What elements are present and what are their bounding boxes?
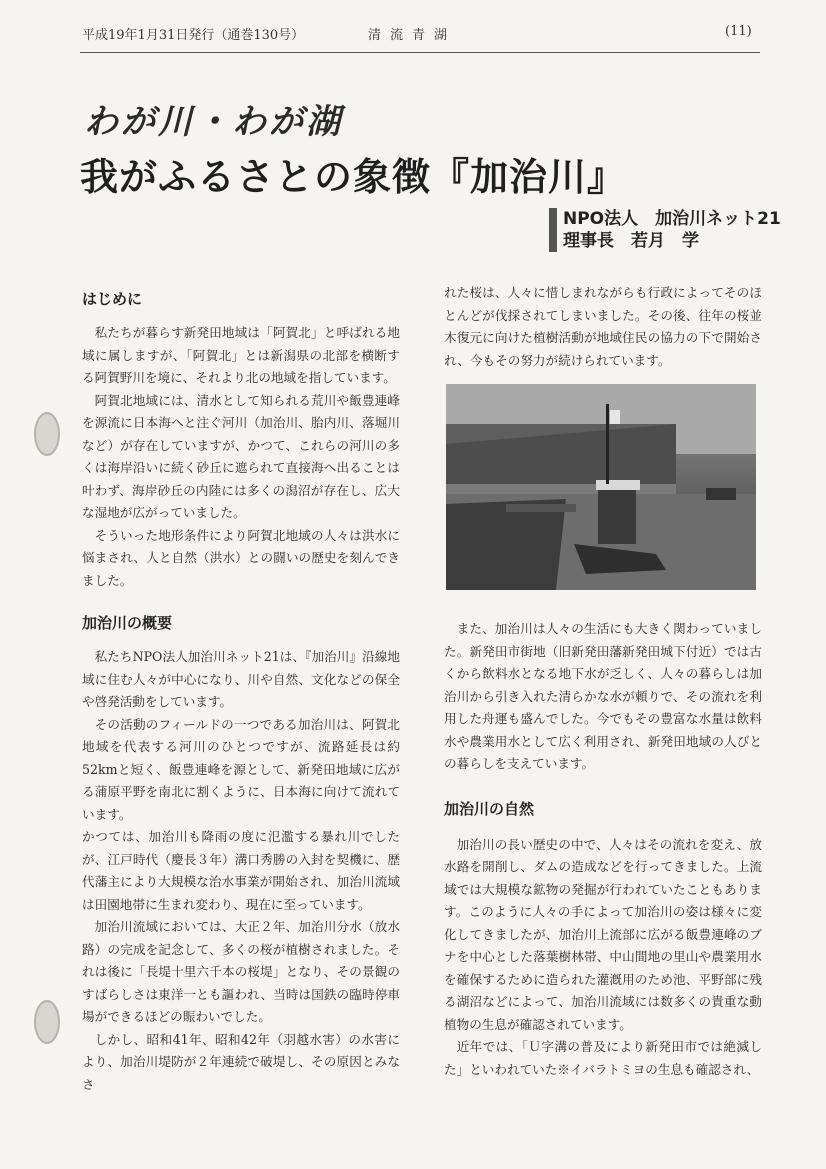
overview-paragraph: しかし、昭和41年、昭和42年（羽越水害）の水害により、加治川堤防が２年連続で破堤し、その原因とみなさ <box>82 1031 400 1092</box>
article-title: 我がふるさとの象徴『加治川』 <box>80 155 627 199</box>
author-accent-bar <box>549 208 557 252</box>
author-name: 理事長 若月 学 <box>563 231 699 251</box>
page-number: (11) <box>725 24 752 39</box>
heading-nature: 加治川の自然 <box>444 799 535 818</box>
header-rule <box>80 52 760 53</box>
issue-date: 平成19年1月31日発行（通巻130号） <box>82 28 305 43</box>
author-block <box>563 208 781 252</box>
intro-paragraph: 私たちが暮らす新発田地域は「阿賀北」と呼ばれる地域に属しますが、「阿賀北」とは新潟県の北部を横断する阿賀野川を境に、それより北の地域を指しています。 <box>82 325 400 385</box>
overview-paragraph: その活動のフィールドの一つである加治川は、阿賀北地域を代表する河川のひとつですが、流路延長は約52kmと短く、飯豊連峰を源として、新発田地域に広がる蒲原平野を南北に割くように、日本海に向けて流れています。 <box>82 716 400 822</box>
right-column <box>444 282 762 1081</box>
intro-paragraph: そういった地形条件により阿賀北地域の人々は洪水に悩まされ、人と自然（洪水）との闘いの歴史を刻んできました。 <box>82 527 400 588</box>
publication-name: 清流青湖 <box>368 28 457 43</box>
overview-paragraph: 加治川流域においては、大正２年、加治川分水（放水路）の完成を記念して、多くの桜が植樹されました。それは後に「長堤十里六千本の桜堤」となり、その景観のすばらしさは東洋一とも謳われ、当時は国鉄の臨時停車場ができるほどの賑わいでした。 <box>82 919 400 1024</box>
intro-paragraph: 阿賀北地域には、清水として知られる荒川や飯豊連峰を源流に日本海へと注ぐ河川（加治川、胎内川、落堀川など）が存在していますが、かつて、これらの河川の多くは海岸沿いに続く砂丘に遮られて直接海へ出ることは叶わず、海岸砂丘の内陸には多くの潟沼が存在し、広大な湿地が広がっていました。 <box>82 392 400 520</box>
punch-hole-top <box>34 412 60 456</box>
author-organization: NPO法人 加治川ネット21 <box>563 209 781 229</box>
heading-overview: 加治川の概要 <box>82 614 173 632</box>
nature-paragraph: 近年では、「Ｕ字溝の普及により新発田市では絶滅した」といわれていた※イバラトミヨの生息も確認され、 <box>444 1039 762 1077</box>
overview-paragraph: 私たちNPO法人加治川ネット21は、『加治川』沿線地域に住む人々が中心になり、川や自然、文化などの保全や啓発活動をしています。 <box>82 649 400 709</box>
page-header <box>0 0 826 60</box>
life-paragraph: また、加治川は人々の生活にも大きく関わっていました。新発田市街地（旧新発田藩新発田城下付近）では古くから飲料水となる地下水が乏しく、人々の暮らしは加治川から引き入れた清らかな水が頼りで、その流れを利用した舟運も盛んでした。今でもその豊富な水量は飲料水や農業用水として広く利用され、新発田地域の人びとの暮らしを支えています。 <box>444 621 762 771</box>
left-column <box>82 288 400 1096</box>
punch-hole-bottom <box>34 1000 60 1044</box>
heading-intro: はじめに <box>82 290 143 308</box>
photo-illustration <box>446 384 756 590</box>
river-boat-photo <box>446 384 756 590</box>
continued-paragraph: れた桜は、人々に惜しまれながらも行政によってそのほとんどが伐採されてしまいました。その後、往年の桜並木復元に向けた植樹活動が地域住民の協力の下で開始され、今もその努力が続けられています。 <box>444 285 762 368</box>
section-label: わが川・わが湖 <box>84 102 343 142</box>
nature-paragraph: 加治川の長い歴史の中で、人々はその流れを変え、放水路を開削し、ダムの造成などを行ってきました。上流域では大規模な鉱物の発掘が行われていたこともあります。このように人々の手によって加治川の姿は様々に変化してきましたが、加治川上流部に広がる飯豊連峰のブナを中心とした落葉樹林帯、中山間地の里山や農業用水を確保するために造られた灌漑用のため池、平野部に残る湖沼などによって、加治川流域には数多くの貴重な動植物の生息が確認されています。 <box>444 836 762 1032</box>
overview-paragraph: かつては、加治川も降雨の度に氾濫する暴れ川でしたが、江戸時代（慶長３年）溝口秀勝の入封を契機に、歴代藩主により大規模な治水事業が開始され、加治川流域は田園地帯に生まれ変わり、現在に至っています。 <box>82 829 400 912</box>
